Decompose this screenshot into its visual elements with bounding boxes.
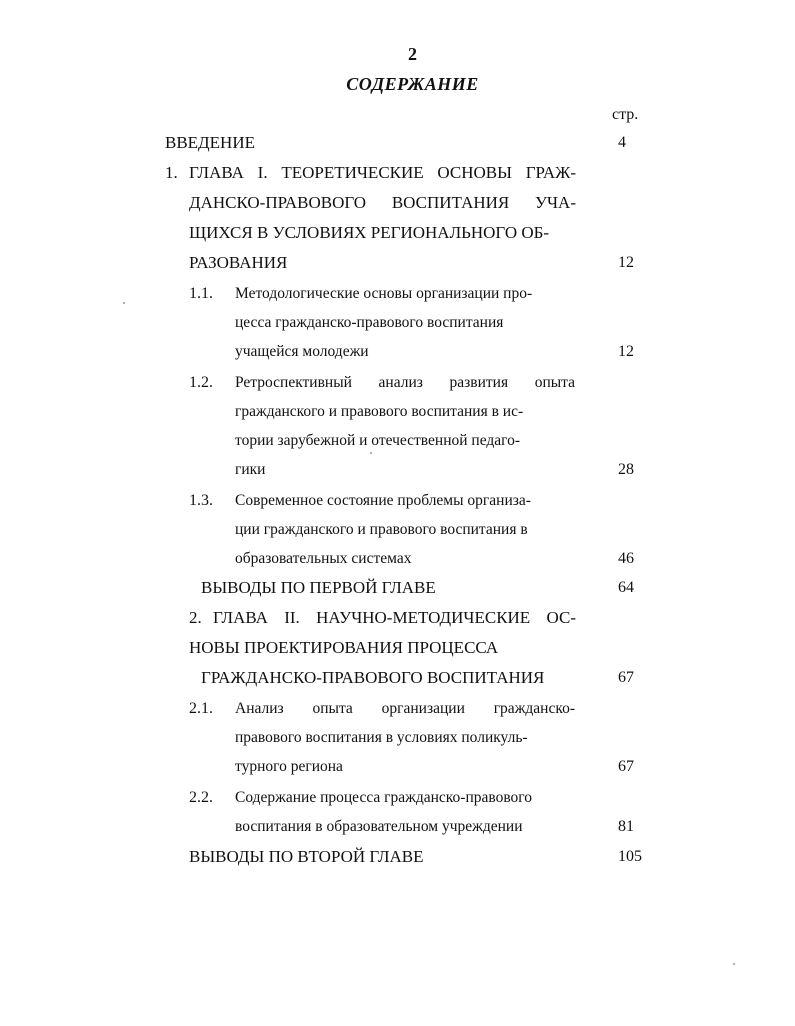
toc-number: 1.3. [189, 492, 213, 509]
scan-speck [370, 452, 372, 454]
page-number: 2 [408, 44, 417, 64]
toc-line: учащейся молодежи [235, 343, 369, 360]
toc-number: 1.2. [189, 374, 213, 391]
toc-line: гражданского и правового воспитания в ис- [235, 403, 524, 420]
toc-line: правового воспитания в условиях поликуль- [235, 729, 528, 746]
toc-line: цесса гражданско-правового воспитания [235, 314, 504, 331]
toc-number: 2. [189, 608, 202, 627]
toc-line: Ретроспективный анализ развития опыта [235, 374, 575, 391]
toc-number: 2.1. [189, 700, 213, 717]
toc-page: 64 [618, 579, 634, 596]
toc-page: 81 [618, 818, 634, 835]
page-title: СОДЕРЖАНИЕ [346, 74, 479, 94]
toc-line: ВЫВОДЫ ПО ВТОРОЙ ГЛАВЕ [189, 847, 424, 866]
toc-page: 67 [618, 758, 634, 775]
scan-speck [733, 963, 735, 965]
toc-line: РАЗОВАНИЯ [189, 253, 288, 272]
scan-speck [123, 302, 125, 304]
page-column-label: стр. [612, 106, 639, 123]
toc-line: гики [235, 461, 266, 478]
toc-page: 12 [618, 343, 634, 360]
toc-line: НОВЫ ПРОЕКТИРОВАНИЯ ПРОЦЕССА [189, 638, 499, 657]
toc-line: Методологические основы организации про- [235, 285, 533, 302]
toc-page: 4 [618, 134, 626, 151]
toc-line: Анализ опыта организации гражданско- [235, 700, 575, 717]
toc-page: 28 [618, 461, 634, 478]
toc-page: 67 [618, 669, 634, 686]
toc-line: турного региона [235, 758, 343, 775]
toc-line: ЩИХСЯ В УСЛОВИЯХ РЕГИОНАЛЬНОГО ОБ- [189, 223, 550, 242]
toc-page: 46 [618, 550, 634, 567]
toc-line: ГРАЖДАНСКО-ПРАВОВОГО ВОСПИТАНИЯ [201, 668, 545, 687]
toc-line: ции гражданского и правового воспитания в [235, 521, 528, 538]
toc-line: ВЫВОДЫ ПО ПЕРВОЙ ГЛАВЕ [201, 578, 436, 597]
toc-page: 105 [618, 848, 642, 865]
toc-line: ГЛАВА I. ТЕОРЕТИЧЕСКИЕ ОСНОВЫ ГРАЖ- [189, 163, 576, 182]
toc-line: Содержание процесса гражданско-правового [235, 789, 533, 806]
toc-line: образовательных системах [235, 550, 412, 567]
toc-line: ДАНСКО-ПРАВОВОГО ВОСПИТАНИЯ УЧА- [189, 193, 576, 212]
toc-number: 1.1. [189, 285, 213, 302]
toc-page: 12 [618, 254, 634, 271]
toc-line: воспитания в образовательном учреждении [235, 818, 523, 835]
toc-line: Современное состояние проблемы организа- [235, 492, 531, 509]
toc-number: 2.2. [189, 789, 213, 806]
toc-line: ВВЕДЕНИЕ [165, 133, 255, 152]
toc-number: 1. [165, 163, 178, 182]
toc-line: ГЛАВА II. НАУЧНО-МЕТОДИЧЕСКИЕ ОС- [213, 608, 576, 627]
toc-line: тории зарубежной и отечественной педаго- [235, 432, 521, 449]
